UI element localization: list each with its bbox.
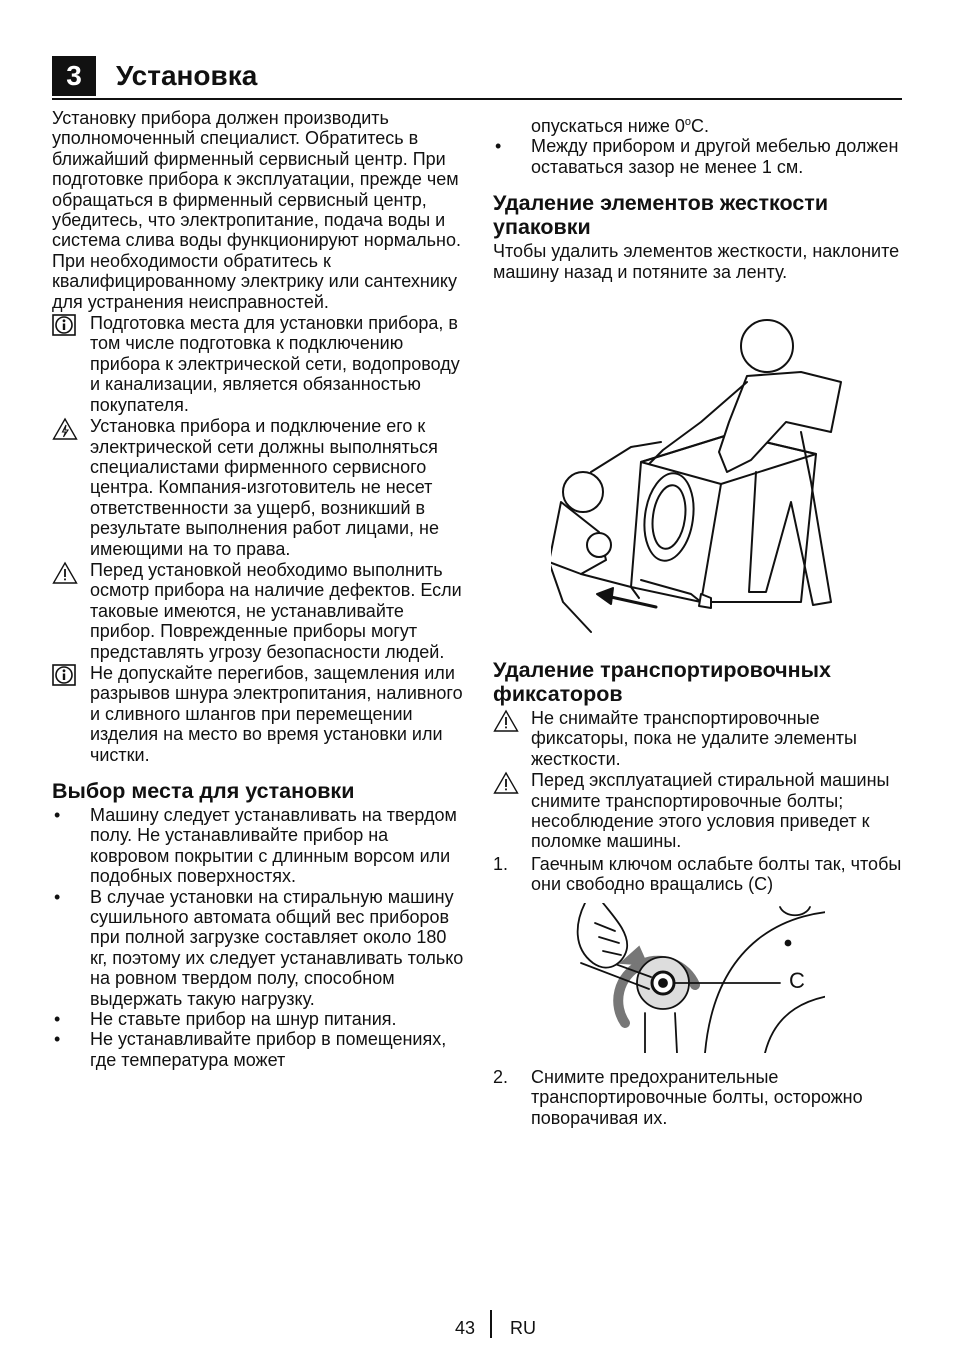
tilt-machine-illustration <box>551 302 891 642</box>
step-number: 2. <box>493 1066 509 1087</box>
warning-text: Не снимайте транспортировочные фиксаторы, пока не удалите элементы жесткости. <box>531 708 857 769</box>
bullet-dot: • <box>54 886 61 907</box>
section-heading-transport: Удаление транспортировочных фиксаторов <box>493 658 831 707</box>
warning-text: Перед эксплуатацией стиральной машины снимите транспортировочные болты; несоблюдение этого условия приведет к поломке машины. <box>531 770 890 852</box>
wrench-illustration <box>555 903 825 1053</box>
wrench-figure <box>555 903 825 1053</box>
page-footer <box>0 1310 954 1340</box>
intro-paragraph: Установку прибора должен производить уполномоченный специалист. Обратитесь в ближайший фирменный сервисный центр. При подготовке прибора к эксплуатации, прежде чем обращаться в фирменный сервисный центр, убедитесь, что электропитание, подача воды и система слива воды функционируют нормально. При необходимости обратитесь к квалифицированному электрику или сантехнику для устранения неисправностей. <box>52 108 461 312</box>
electric-warning-icon <box>52 417 78 445</box>
step-text: Гаечным ключом ослабьте болты так, чтобы они свободно вращались (C) <box>531 853 902 895</box>
chapter-header <box>52 54 902 100</box>
info-icon <box>52 664 76 690</box>
info-icon <box>52 314 76 340</box>
bullet-item <box>52 1029 464 1070</box>
bullet-item <box>493 136 903 177</box>
note-info-1 <box>52 313 464 415</box>
note-info-2 <box>52 663 464 765</box>
chapter-title: Установка <box>116 60 258 91</box>
note-text: Перед установкой необходимо выполнить осмотр прибора на наличие дефектов. Если таковые имеются, не устанавливайте прибор. Поврежденные приборы могут представлять угрозу безопасности людей. <box>90 559 462 662</box>
warning-icon <box>52 561 78 589</box>
section-heading-packing: Удаление элементов жесткости упаковки <box>493 191 829 240</box>
note-text: Подготовка места для установки прибора, в том числе подготовка к подключению прибора к электрической сети, водопроводу и канализации, является обязанностью покупателя. <box>90 313 460 415</box>
footer-divider <box>490 1310 492 1338</box>
step-item <box>493 1067 903 1128</box>
bullet-text: Не устанавливайте прибор в помещениях, где температура может <box>90 1029 447 1070</box>
step-text: Снимите предохранительные транспортировочные болты, осторожно поворачивая их. <box>531 1066 863 1128</box>
bullet-item <box>52 805 464 887</box>
step-number: 1. <box>493 853 509 874</box>
bullet-text: Между прибором и другой мебелью должен оставаться зазор не менее 1 см. <box>531 136 899 177</box>
degree-sup: о <box>684 116 691 128</box>
bullet-dot: • <box>54 805 61 825</box>
figure-label-c: C <box>789 967 805 993</box>
right-column <box>493 112 903 1128</box>
warning-icon <box>493 771 519 799</box>
bullet-dot: • <box>54 1029 61 1050</box>
bullet-continuation <box>493 112 903 136</box>
bullet-dot: • <box>495 136 502 157</box>
language-code: RU <box>510 1318 536 1338</box>
bullet-text: Не ставьте прибор на шнур питания. <box>90 1009 397 1030</box>
step-item <box>493 854 903 895</box>
bullet-text: Машину следует устанавливать на твердом полу. Не устанавливайте прибор на ковровом покрытии с длинным ворсом или подобных поверхностях. <box>90 805 457 887</box>
packing-paragraph: Чтобы удалить элементов жесткости, наклоните машину назад и потяните за ленту. <box>493 241 900 282</box>
warning-icon <box>493 709 519 737</box>
note-text: Установка прибора и подключение его к электрической сети должны выполняться специалистами фирменного сервисного центра. Компания-изготовитель не несет ответственности за ущерб, возникший в результате выполнения работ лицами, не имеющими на то права. <box>90 416 439 559</box>
bullet-item <box>52 1009 464 1029</box>
left-column <box>52 108 464 1070</box>
bullet-cont-suffix: С. <box>691 116 709 136</box>
bullet-text: В случае установки на стиральную машину сушильного автомата общий вес приборов при полной загрузке составляет около 180 кг, поэтому их следует устанавливать только на ровном твердом полу, способном выдержать такую нагрузку. <box>90 886 464 1009</box>
note-warning <box>52 560 464 662</box>
warning-item <box>493 708 903 769</box>
bullet-item <box>52 887 464 1009</box>
bullet-dot: • <box>54 1009 61 1030</box>
warning-item <box>493 770 903 852</box>
note-text: Не допускайте перегибов, защемления или разрывов шнура электропитания, наливного и сливного шлангов при перемещении изделия на место во время установки или чистки. <box>90 662 463 765</box>
chapter-number: 3 <box>52 56 96 96</box>
bullet-cont-text: опускаться ниже 0 <box>531 116 685 136</box>
note-electric-warning <box>52 416 464 559</box>
section-heading-location: Выбор места для установки <box>52 779 355 803</box>
page-number: 43 <box>455 1318 476 1338</box>
